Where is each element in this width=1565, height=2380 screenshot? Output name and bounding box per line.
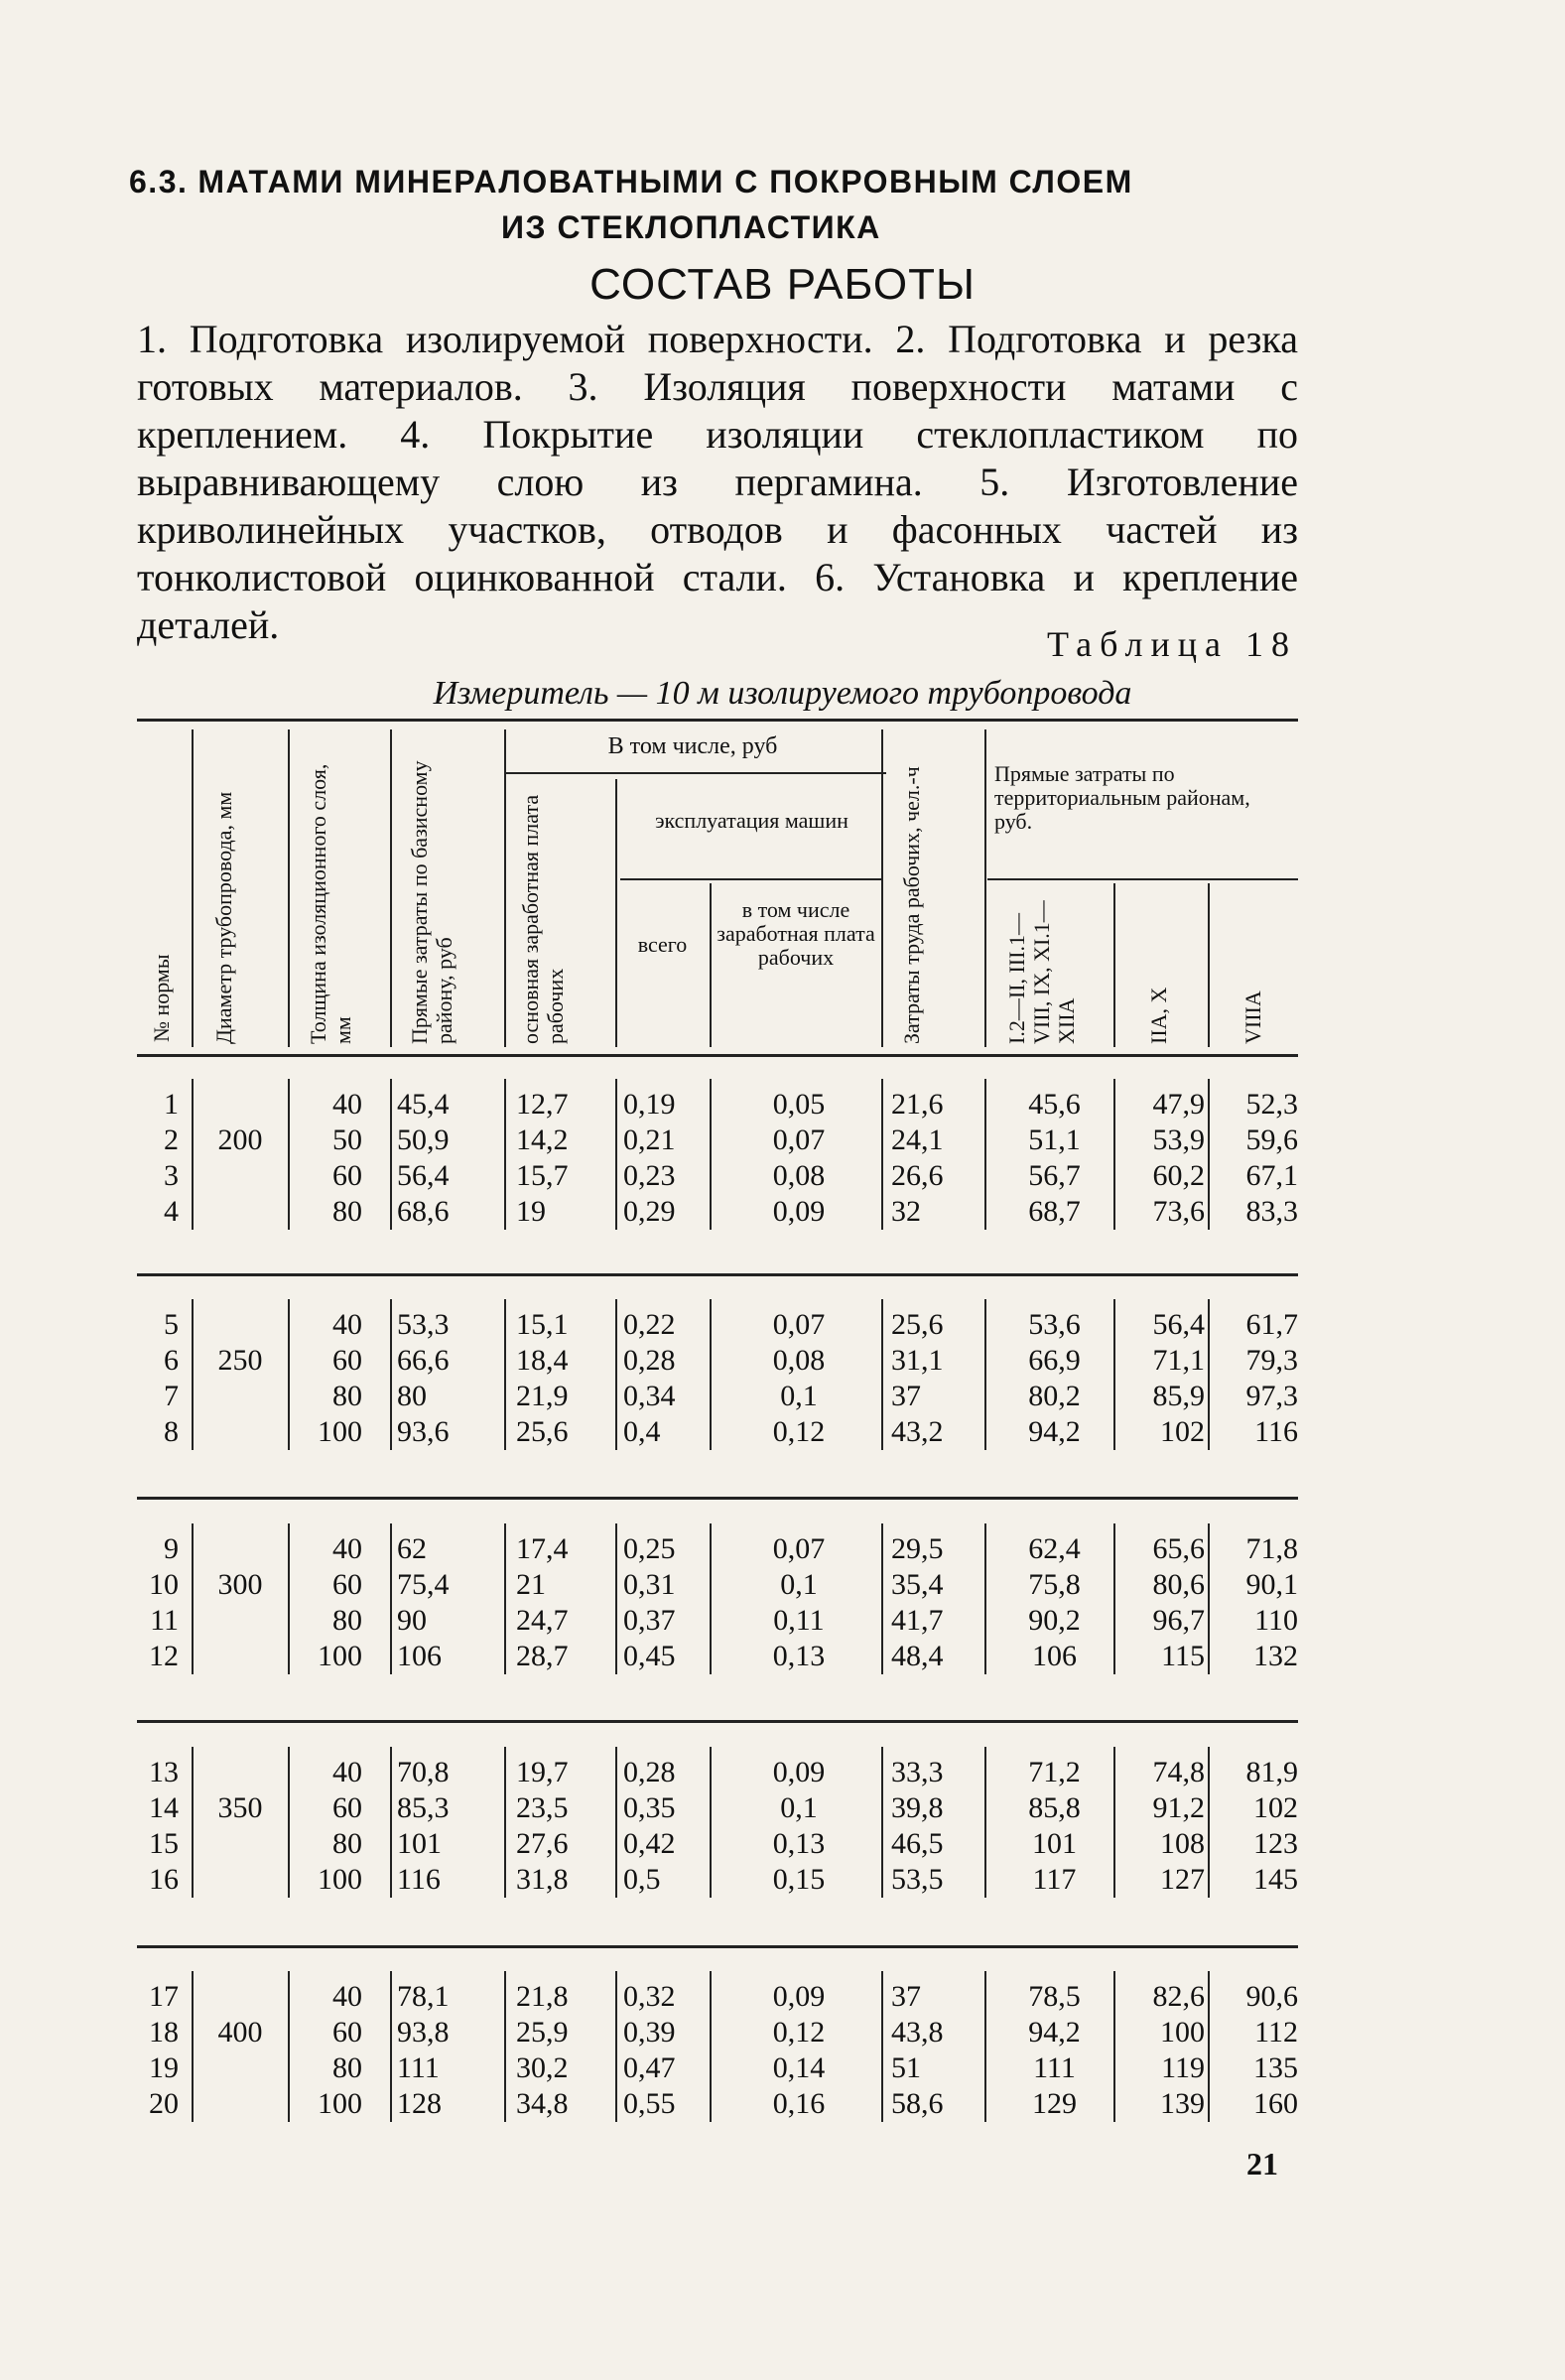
norm-number: 11: [150, 1604, 179, 1637]
region2-value: 65,6: [1152, 1532, 1205, 1565]
labor-value: 31,1: [891, 1344, 944, 1377]
wage-value: 12,7: [516, 1088, 569, 1121]
thickness-value: 60: [332, 1159, 362, 1192]
norm-number: 16: [149, 1863, 179, 1896]
machines-wage-value: 0,16: [772, 2087, 826, 2120]
column-rule: [288, 1079, 290, 1230]
region3-value: 79,3: [1245, 1344, 1298, 1377]
thickness-value: 80: [332, 1380, 362, 1412]
region2-value: 108: [1160, 1827, 1205, 1860]
region2-value: 102: [1160, 1415, 1205, 1448]
labor-value: 43,8: [891, 2016, 944, 2049]
machines-total-value: 0,23: [623, 1159, 676, 1192]
column-rule: [881, 1523, 883, 1674]
region2-value: 73,6: [1152, 1195, 1205, 1228]
column-rule: [984, 1971, 986, 2122]
machines-total-value: 0,29: [623, 1195, 676, 1228]
wage-value: 21: [516, 1568, 546, 1601]
header-direct-regions: Прямые затраты по территориальным районам, руб.: [994, 761, 1250, 834]
machines-wage-value: 0,09: [772, 1980, 826, 2013]
column-rule: [881, 1747, 883, 1898]
column-rule: [390, 1079, 392, 1230]
labor-value: 33,3: [891, 1756, 944, 1788]
column-rule: [288, 1747, 290, 1898]
region1-value: 101: [1032, 1827, 1077, 1860]
direct-cost-value: 75,4: [397, 1568, 450, 1601]
direct-cost-value: 85,3: [397, 1791, 450, 1824]
direct-cost-value: 70,8: [397, 1756, 450, 1788]
norm-number: 13: [149, 1756, 179, 1788]
norm-number: 2: [164, 1124, 179, 1156]
region1-value: 94,2: [1028, 1415, 1081, 1448]
region3-value: 135: [1253, 2051, 1298, 2084]
direct-cost-value: 90: [397, 1604, 427, 1637]
header-thickness: Толщина изоляционного слоя, мм: [306, 763, 355, 1044]
region3-value: 112: [1254, 2016, 1298, 2049]
wage-value: 18,4: [516, 1344, 569, 1377]
region1-value: 68,7: [1028, 1195, 1081, 1228]
header-machines-wage: в том числе заработная плата рабочих: [717, 897, 875, 970]
region3-value: 123: [1253, 1827, 1298, 1860]
column-rule: [504, 1079, 506, 1230]
region3-value: 59,6: [1245, 1124, 1298, 1156]
machines-total-value: 0,5: [623, 1863, 661, 1896]
machines-wage-value: 0,08: [772, 1344, 826, 1377]
region2-value: 139: [1160, 2087, 1205, 2120]
header-diameter: Диаметр трубопровода, мм: [211, 791, 236, 1044]
column-rule: [504, 1523, 506, 1674]
wage-value: 28,7: [516, 1640, 569, 1672]
table-header-rule: [137, 1054, 1298, 1057]
thickness-value: 80: [332, 1604, 362, 1637]
region2-value: 85,9: [1152, 1380, 1205, 1412]
region1-value: 75,8: [1028, 1568, 1081, 1601]
column-rule: [288, 1971, 290, 2122]
direct-cost-value: 93,6: [397, 1415, 450, 1448]
column-rule: [1113, 1747, 1115, 1898]
region1-value: 56,7: [1028, 1159, 1081, 1192]
machines-wage-value: 0,1: [780, 1791, 818, 1824]
table-top-rule: [137, 719, 1298, 722]
region1-value: 80,2: [1028, 1380, 1081, 1412]
column-rule: [710, 1079, 712, 1230]
thickness-value: 40: [332, 1756, 362, 1788]
machines-wage-value: 0,08: [772, 1159, 826, 1192]
region1-value: 85,8: [1028, 1791, 1081, 1824]
labor-value: 24,1: [891, 1124, 944, 1156]
region1-value: 129: [1032, 2087, 1077, 2120]
column-rule: [615, 1079, 617, 1230]
region2-value: 100: [1160, 2016, 1205, 2049]
direct-cost-value: 116: [397, 1863, 441, 1896]
column-rule: [390, 1299, 392, 1450]
norm-number: 19: [149, 2051, 179, 2084]
region3-value: 102: [1253, 1791, 1298, 1824]
norm-number: 5: [164, 1308, 179, 1341]
column-rule: [710, 1971, 712, 2122]
region1-value: 66,9: [1028, 1344, 1081, 1377]
machines-wage-value: 0,07: [772, 1124, 826, 1156]
thickness-value: 40: [332, 1308, 362, 1341]
region3-value: 145: [1253, 1863, 1298, 1896]
thickness-value: 80: [332, 1827, 362, 1860]
labor-value: 37: [891, 1380, 921, 1412]
machines-wage-value: 0,15: [772, 1863, 826, 1896]
thickness-value: 40: [332, 1088, 362, 1121]
thickness-value: 80: [332, 1195, 362, 1228]
region3-value: 71,8: [1245, 1532, 1298, 1565]
region1-value: 94,2: [1028, 2016, 1081, 2049]
thickness-value: 60: [332, 1791, 362, 1824]
machines-total-value: 0,42: [623, 1827, 676, 1860]
column-rule: [1208, 1747, 1210, 1898]
labor-value: 53,5: [891, 1863, 944, 1896]
direct-cost-value: 128: [397, 2087, 442, 2120]
wage-value: 25,6: [516, 1415, 569, 1448]
machines-wage-value: 0,07: [772, 1532, 826, 1565]
norm-number: 17: [149, 1980, 179, 2013]
wage-value: 14,2: [516, 1124, 569, 1156]
column-rule: [192, 1747, 194, 1898]
header-norm-no: № нормы: [149, 954, 174, 1042]
thickness-value: 40: [332, 1980, 362, 2013]
labor-value: 41,7: [891, 1604, 944, 1637]
column-rule: [1208, 1299, 1210, 1450]
group-separator: [137, 1945, 1298, 1948]
column-rule: [710, 1523, 712, 1674]
norm-number: 14: [149, 1791, 179, 1824]
norm-number: 8: [164, 1415, 179, 1448]
region2-value: 115: [1161, 1640, 1205, 1672]
region3-value: 97,3: [1245, 1380, 1298, 1412]
column-rule: [881, 1299, 883, 1450]
header-direct-base: Прямые затраты по базисному району, руб: [407, 760, 456, 1044]
wage-value: 19: [516, 1195, 546, 1228]
labor-value: 39,8: [891, 1791, 944, 1824]
header-wage: основная заработная плата рабочих: [518, 794, 568, 1044]
labor-value: 43,2: [891, 1415, 944, 1448]
wage-value: 23,5: [516, 1791, 569, 1824]
wage-value: 31,8: [516, 1863, 569, 1896]
region3-value: 90,6: [1245, 1980, 1298, 2013]
labor-value: 21,6: [891, 1088, 944, 1121]
direct-cost-value: 66,6: [397, 1344, 450, 1377]
region2-value: 82,6: [1152, 1980, 1205, 2013]
labor-value: 51: [891, 2051, 921, 2084]
wage-value: 30,2: [516, 2051, 569, 2084]
group-separator: [137, 1497, 1298, 1500]
thickness-value: 100: [318, 2087, 362, 2120]
norm-number: 3: [164, 1159, 179, 1192]
column-rule: [390, 1747, 392, 1898]
norm-number: 6: [164, 1344, 179, 1377]
machines-total-value: 0,39: [623, 2016, 676, 2049]
labor-value: 58,6: [891, 2087, 944, 2120]
thickness-value: 60: [332, 1568, 362, 1601]
column-rule: [288, 1523, 290, 1674]
header-region1: I.2—II, III.1—VIII, IX, XI.1—XIIA: [1004, 900, 1079, 1044]
machines-total-value: 0,19: [623, 1088, 676, 1121]
wage-value: 15,7: [516, 1159, 569, 1192]
column-rule: [984, 1299, 986, 1450]
column-rule: [1113, 1299, 1115, 1450]
work-composition-text: [137, 316, 1298, 649]
norm-number: 20: [149, 2087, 179, 2120]
column-rule: [192, 1971, 194, 2122]
machines-total-value: 0,4: [623, 1415, 661, 1448]
diameter-value: 200: [217, 1124, 263, 1156]
region3-value: 116: [1254, 1415, 1298, 1448]
region2-value: 74,8: [1152, 1756, 1205, 1788]
column-rule: [881, 1079, 883, 1230]
column-rule: [288, 1299, 290, 1450]
diameter-value: 250: [217, 1344, 263, 1377]
thickness-value: 60: [332, 2016, 362, 2049]
labor-value: 26,6: [891, 1159, 944, 1192]
header-subrule: [987, 878, 1298, 880]
machines-total-value: 0,22: [623, 1308, 676, 1341]
direct-cost-value: 111: [397, 2051, 440, 2084]
column-rule: [615, 1523, 617, 1674]
region2-value: 80,6: [1152, 1568, 1205, 1601]
machines-wage-value: 0,1: [780, 1380, 818, 1412]
thickness-value: 100: [318, 1863, 362, 1896]
wage-value: 15,1: [516, 1308, 569, 1341]
norm-number: 4: [164, 1195, 179, 1228]
norm-number: 18: [149, 2016, 179, 2049]
machines-total-value: 0,32: [623, 1980, 676, 2013]
column-rule: [615, 1971, 617, 2122]
diameter-value: 350: [217, 1791, 263, 1824]
section-heading: [129, 159, 1300, 250]
region3-value: 90,1: [1245, 1568, 1298, 1601]
region1-value: 71,2: [1028, 1756, 1081, 1788]
region1-value: 78,5: [1028, 1980, 1081, 2013]
machines-total-value: 0,21: [623, 1124, 676, 1156]
column-rule: [504, 1971, 506, 2122]
region2-value: 56,4: [1152, 1308, 1205, 1341]
region1-value: 51,1: [1028, 1124, 1081, 1156]
header-region2: IIA, X: [1146, 987, 1171, 1044]
column-rule: [1208, 1079, 1210, 1230]
wage-value: 19,7: [516, 1756, 569, 1788]
wage-value: 21,9: [516, 1380, 569, 1412]
labor-value: 25,6: [891, 1308, 944, 1341]
machines-total-value: 0,35: [623, 1791, 676, 1824]
column-rule: [710, 1299, 712, 1450]
wage-value: 21,8: [516, 1980, 569, 2013]
measure-unit: Измеритель — 10 м изолируемого трубопровода: [433, 675, 1132, 712]
column-rule: [1113, 1523, 1115, 1674]
region1-value: 53,6: [1028, 1308, 1081, 1341]
region3-value: 83,3: [1245, 1195, 1298, 1228]
norm-number: 1: [164, 1088, 179, 1121]
direct-cost-value: 93,8: [397, 2016, 450, 2049]
machines-wage-value: 0,14: [772, 2051, 826, 2084]
wage-value: 25,9: [516, 2016, 569, 2049]
column-rule: [1208, 1523, 1210, 1674]
region2-value: 91,2: [1152, 1791, 1205, 1824]
table-label: Таблица 18: [1047, 624, 1297, 664]
header-machines: эксплуатация машин: [655, 808, 848, 833]
column-rule: [390, 1971, 392, 2122]
header-subrule: [504, 772, 886, 774]
machines-wage-value: 0,13: [772, 1827, 826, 1860]
norm-number: 12: [149, 1640, 179, 1672]
machines-wage-value: 0,1: [780, 1568, 818, 1601]
norm-number: 15: [149, 1827, 179, 1860]
column-rule: [390, 1523, 392, 1674]
machines-wage-value: 0,12: [772, 2016, 826, 2049]
region3-value: 52,3: [1245, 1088, 1298, 1121]
column-rule: [1113, 1079, 1115, 1230]
column-rule: [615, 1747, 617, 1898]
machines-total-value: 0,28: [623, 1344, 676, 1377]
region2-value: 60,2: [1152, 1159, 1205, 1192]
region2-value: 53,9: [1152, 1124, 1205, 1156]
thickness-value: 50: [332, 1124, 362, 1156]
work-composition-paragraph: 1. Подготовка изолируемой поверхности. 2. Подготовка и резка готовых материалов. 3. Изоляция поверхности матами с креплением. 4. Покрытие изоляции стеклопластиком по выравнивающему слою из пергамина. 5. Изготовление криволинейных участков, отводов и фасонных частей из тонколистовой оцинкованной стали. 6. Установка и крепление деталей.: [137, 317, 1298, 647]
header-machines-total: всего: [637, 932, 688, 957]
header-subrule: [620, 878, 883, 880]
norm-number: 10: [149, 1568, 179, 1601]
diameter-value: 300: [217, 1568, 263, 1601]
direct-cost-value: 56,4: [397, 1159, 450, 1192]
section-number: 6.3.: [129, 164, 189, 199]
column-rule: [192, 1523, 194, 1674]
machines-total-value: 0,37: [623, 1604, 676, 1637]
region3-value: 110: [1254, 1604, 1298, 1637]
wage-value: 34,8: [516, 2087, 569, 2120]
direct-cost-value: 53,3: [397, 1308, 450, 1341]
region2-value: 71,1: [1152, 1344, 1205, 1377]
labor-value: 32: [891, 1195, 921, 1228]
header-incl: В том числе, руб: [607, 733, 778, 759]
direct-cost-value: 101: [397, 1827, 442, 1860]
machines-total-value: 0,47: [623, 2051, 676, 2084]
work-composition-heading: СОСТАВ РАБОТЫ: [589, 260, 976, 309]
wage-value: 24,7: [516, 1604, 569, 1637]
direct-cost-value: 68,6: [397, 1195, 450, 1228]
region3-value: 67,1: [1245, 1159, 1298, 1192]
labor-value: 35,4: [891, 1568, 944, 1601]
direct-cost-value: 45,4: [397, 1088, 450, 1121]
thickness-value: 80: [332, 2051, 362, 2084]
region2-value: 127: [1160, 1863, 1205, 1896]
column-rule: [984, 1747, 986, 1898]
section-title-line2: ИЗ СТЕКЛОПЛАСТИКА: [501, 209, 881, 245]
column-rule: [1208, 1971, 1210, 2122]
region1-value: 106: [1032, 1640, 1077, 1672]
direct-cost-value: 62: [397, 1532, 427, 1565]
thickness-value: 100: [318, 1415, 362, 1448]
direct-cost-value: 50,9: [397, 1124, 450, 1156]
region1-value: 117: [1032, 1863, 1077, 1896]
region1-value: 90,2: [1028, 1604, 1081, 1637]
machines-wage-value: 0,09: [772, 1195, 826, 1228]
machines-wage-value: 0,13: [772, 1640, 826, 1672]
region1-value: 111: [1033, 2051, 1076, 2084]
norm-number: 9: [164, 1532, 179, 1565]
column-rule: [504, 1299, 506, 1450]
diameter-value: 400: [217, 2016, 263, 2049]
region3-value: 81,9: [1245, 1756, 1298, 1788]
region2-value: 96,7: [1152, 1604, 1205, 1637]
region1-value: 62,4: [1028, 1532, 1081, 1565]
machines-total-value: 0,31: [623, 1568, 676, 1601]
column-rule: [710, 1747, 712, 1898]
region3-value: 132: [1253, 1640, 1298, 1672]
thickness-value: 60: [332, 1344, 362, 1377]
direct-cost-value: 80: [397, 1380, 427, 1412]
column-rule: [615, 1299, 617, 1450]
wage-value: 27,6: [516, 1827, 569, 1860]
machines-total-value: 0,25: [623, 1532, 676, 1565]
direct-cost-value: 106: [397, 1640, 442, 1672]
norm-number: 7: [164, 1380, 179, 1412]
thickness-value: 100: [318, 1640, 362, 1672]
column-rule: [881, 1971, 883, 2122]
column-rule: [984, 1079, 986, 1230]
machines-wage-value: 0,11: [773, 1604, 825, 1637]
region2-value: 47,9: [1152, 1088, 1205, 1121]
header-labor: Затраты труда рабочих, чел.-ч: [899, 766, 924, 1044]
group-separator: [137, 1273, 1298, 1276]
region3-value: 160: [1253, 2087, 1298, 2120]
column-rule: [1113, 1971, 1115, 2122]
labor-value: 29,5: [891, 1532, 944, 1565]
labor-value: 48,4: [891, 1640, 944, 1672]
machines-wage-value: 0,09: [772, 1756, 826, 1788]
direct-cost-value: 78,1: [397, 1980, 450, 2013]
machines-total-value: 0,28: [623, 1756, 676, 1788]
page-number: 21: [1246, 2146, 1278, 2182]
machines-total-value: 0,55: [623, 2087, 676, 2120]
column-rule: [984, 1523, 986, 1674]
thickness-value: 40: [332, 1532, 362, 1565]
region1-value: 45,6: [1028, 1088, 1081, 1121]
group-separator: [137, 1720, 1298, 1723]
header-region3: VIIIA: [1240, 991, 1265, 1044]
region2-value: 119: [1161, 2051, 1205, 2084]
machines-total-value: 0,34: [623, 1380, 676, 1412]
wage-value: 17,4: [516, 1532, 569, 1565]
machines-wage-value: 0,07: [772, 1308, 826, 1341]
machines-wage-value: 0,05: [772, 1088, 826, 1121]
region3-value: 61,7: [1245, 1308, 1298, 1341]
machines-wage-value: 0,12: [772, 1415, 826, 1448]
labor-value: 46,5: [891, 1827, 944, 1860]
machines-total-value: 0,45: [623, 1640, 676, 1672]
column-rule: [504, 1747, 506, 1898]
labor-value: 37: [891, 1980, 921, 2013]
column-rule: [192, 1079, 194, 1230]
section-title-line1: МАТАМИ МИНЕРАЛОВАТНЫМИ С ПОКРОВНЫМ СЛОЕМ: [197, 164, 1133, 199]
column-rule: [192, 1299, 194, 1450]
